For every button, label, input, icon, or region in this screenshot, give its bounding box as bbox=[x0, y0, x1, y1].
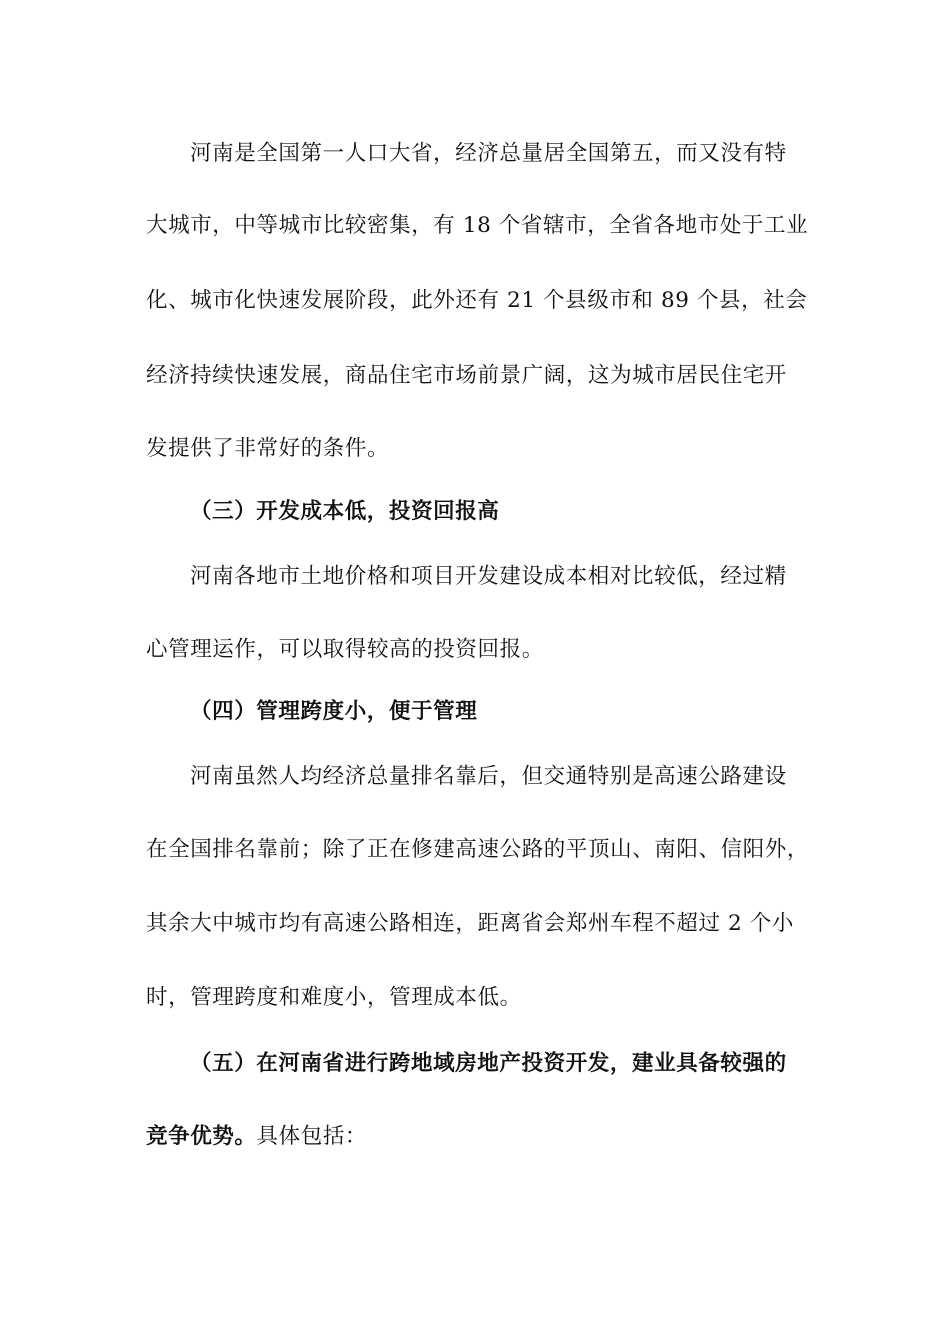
paragraph-2-line-2: 心管理运作，可以取得较高的投资回报。 bbox=[146, 637, 544, 662]
paragraph-2-line-1: 河南各地市土地价格和项目开发建设成本相对比较低，经过精 bbox=[190, 564, 787, 589]
section-heading-5-line-2 bbox=[146, 1122, 816, 1152]
section-heading-3: （三）开发成本低，投资回报高 bbox=[190, 499, 500, 524]
paragraph-3-line-4: 时，管理跨度和难度小，管理成本低。 bbox=[146, 985, 522, 1010]
paragraph-3-line-3: 其余大中城市均有高速公路相连，距离省会郑州车程不超过 2 个小 bbox=[146, 911, 794, 936]
paragraph-1-line-2: 大城市，中等城市比较密集，有 18 个省辖市，全省各地市处于工业 bbox=[146, 213, 809, 238]
paragraph-1-line-3: 化、城市化快速发展阶段，此外还有 21 个县级市和 89 个县，社会 bbox=[146, 288, 808, 313]
paragraph-1-line-4: 经济持续快速发展，商品住宅市场前景广阔，这为城市居民住宅开 bbox=[146, 363, 787, 388]
details-intro: 具体包括： bbox=[256, 1124, 368, 1149]
paragraph-1-line-5: 发提供了非常好的条件。 bbox=[146, 436, 390, 461]
paragraph-1-line-1: 河南是全国第一人口大省，经济总量居全国第五，而又没有特 bbox=[190, 141, 787, 166]
section-heading-4: （四）管理跨度小，便于管理 bbox=[190, 699, 478, 724]
competitive-advantage-label: 竞争优势。 bbox=[146, 1124, 257, 1149]
paragraph-3-line-1: 河南虽然人均经济总量排名靠后，但交通特别是高速公路建设 bbox=[190, 764, 787, 789]
paragraph-3-line-2: 在全国排名靠前；除了正在修建高速公路的平顶山、南阳、信阳外， bbox=[146, 837, 810, 862]
section-heading-5-line-1: （五）在河南省进行跨地域房地产投资开发，建业具备较强的 bbox=[190, 1051, 787, 1076]
